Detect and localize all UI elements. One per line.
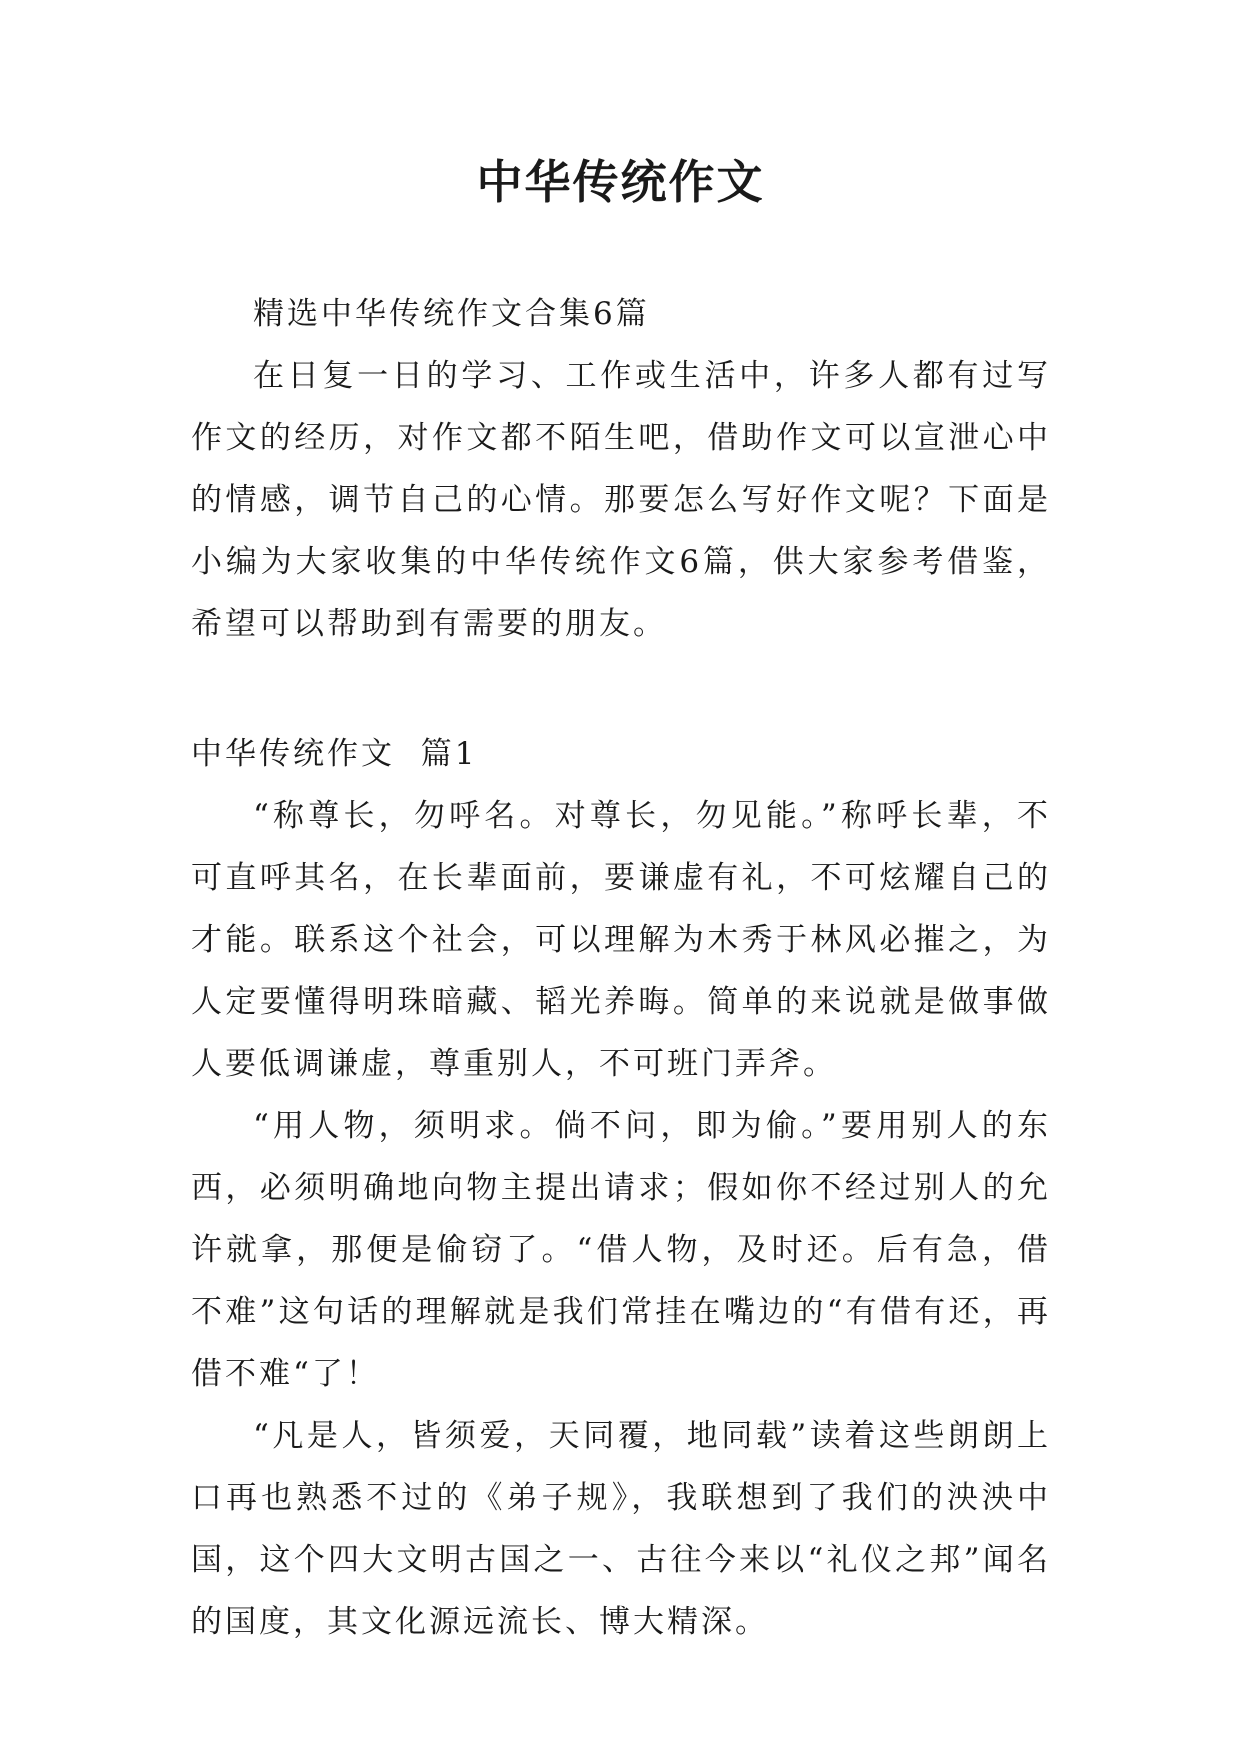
document-title: 中华传统作文 xyxy=(476,155,765,209)
body-paragraph: “称尊长，勿呼名。对尊长，勿见能。”称呼长辈，不可直呼其名，在长辈面前，要谦虚有礼，不可炫耀自己的才能。联系这个社会，可以理解为木秀于林风必摧之，为人定要懂得明珠暗藏、韬光养晦。简单的来说就是做事做人要低调谦虚，尊重别人，不可班门弄斧。 xyxy=(191,798,1051,1082)
body-paragraph: “用人物，须明求。倘不问，即为偷。”要用别人的东西，必须明确地向物主提出请求；假如你不经过别人的允许就拿，那便是偷窃了。“借人物，及时还。后有急，借不难”这句话的理解就是我们常挂在嘴边的“有借有还，再借不难“了！ xyxy=(191,1108,1051,1392)
section-heading: 中华传统作文 篇1 xyxy=(191,736,478,772)
body-paragraph: “凡是人，皆须爱，天同覆，地同载”读着这些朗朗上口再也熟悉不过的《弟子规》，我联想到了我们的泱泱中国，这个四大文明古国之一、古往今来以“礼仪之邦”闻名的国度，其文化源远流长、博大精深。 xyxy=(191,1418,1051,1640)
intro-paragraph: 在日复一日的学习、工作或生活中，许多人都有过写作文的经历，对作文都不陌生吧，借助作文可以宣泄心中的情感，调节自己的心情。那要怎么写好作文呢？下面是小编为大家收集的中华传统作文6篇，供大家参考借鉴，希望可以帮助到有需要的朋友。 xyxy=(191,358,1051,642)
section-spacer xyxy=(191,655,1051,723)
collection-subtitle: 精选中华传统作文合集6篇 xyxy=(253,296,650,332)
document-body xyxy=(191,283,1051,1653)
